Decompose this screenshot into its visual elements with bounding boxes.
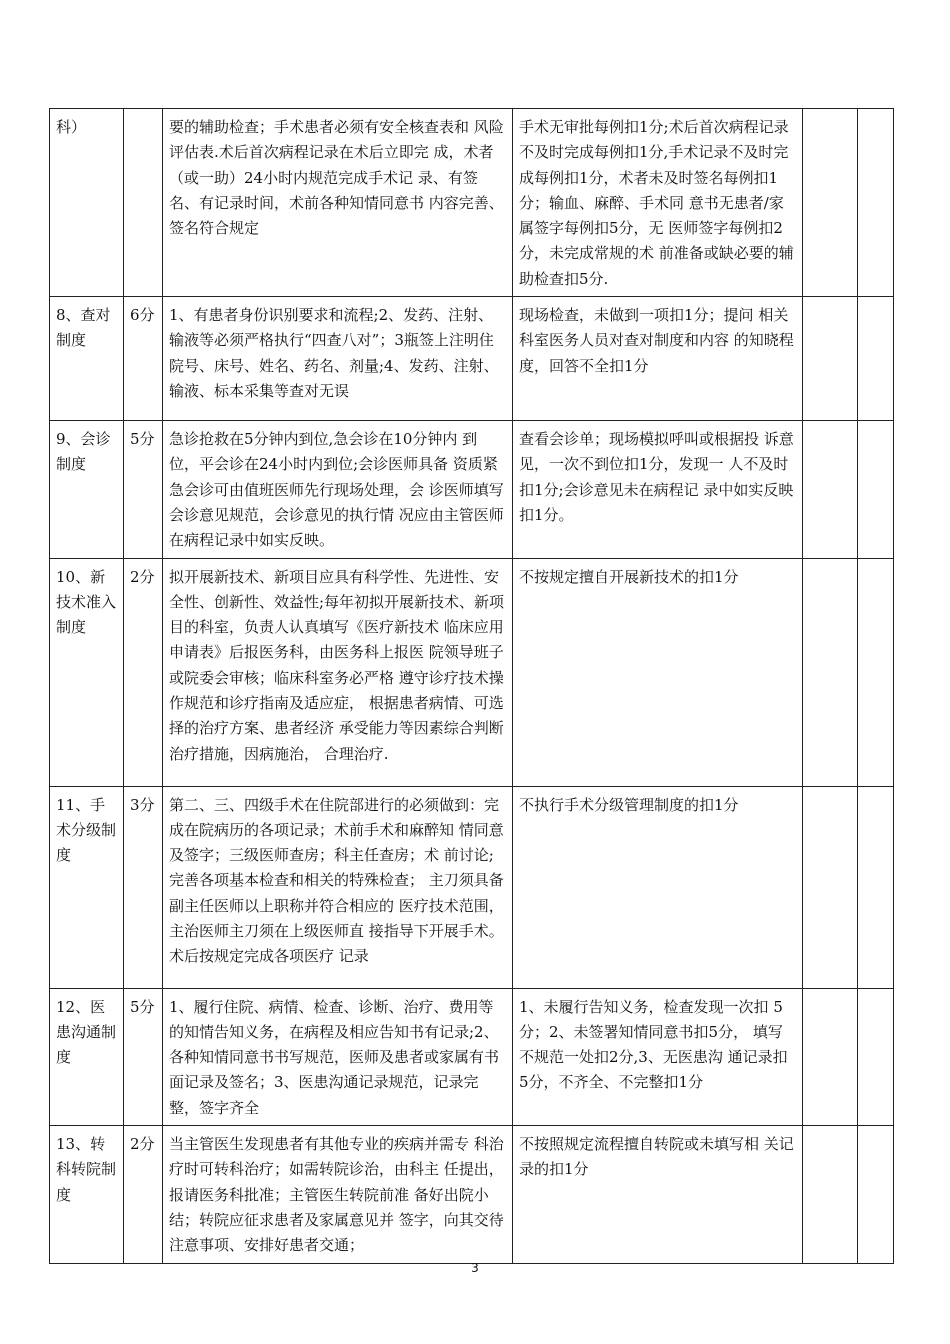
item-name: 11、手术分级制度 — [50, 786, 124, 988]
page-number: 3 — [471, 1261, 479, 1275]
blank-cell — [858, 988, 894, 1125]
blank-cell — [858, 297, 894, 421]
table-row — [50, 109, 894, 297]
item-score: 2分 — [124, 558, 163, 786]
item-score: 2分 — [124, 1126, 163, 1263]
table-row — [50, 786, 894, 988]
item-content: 第二、三、四级手术在住院部进行的必须做到：完成在院病历的各项记录；术前手术和麻醉知 情同意及签字；三级医师查房；科主任查房；术 前讨论;完善各项基本检查和相关的特殊检查； 主刀须具备副主任医师以上职称并符合相应的 医疗技术范围，主治医师主刀须在上级医师直 接指导下开展手术。术后按规定完成各项医疗 记录 — [163, 786, 513, 988]
item-name: 科） — [50, 109, 124, 297]
blank-cell — [803, 297, 858, 421]
table-row — [50, 988, 894, 1125]
table-row — [50, 297, 894, 421]
item-score — [124, 109, 163, 297]
blank-cell — [803, 109, 858, 297]
item-name: 10、新技术准入制度 — [50, 558, 124, 786]
table-row — [50, 421, 894, 558]
item-deduction: 不执行手术分级管理制度的扣1分 — [513, 786, 803, 988]
item-name: 8、查对制度 — [50, 297, 124, 421]
item-name: 13、转科转院制度 — [50, 1126, 124, 1263]
item-deduction: 手术无审批每例扣1分;术后首次病程记录不及时完成每例扣1分,手术记录不及时完成每例扣1分，术者未及时签名每例扣1分；输血、麻醉、手术同 意书无患者/家属签字每例扣5分，无 医师签字每例扣2分，未完成常规的术 前准备或缺必要的辅助检查扣5分. — [513, 109, 803, 297]
item-deduction: 不按规定擅自开展新技术的扣1分 — [513, 558, 803, 786]
blank-cell — [858, 786, 894, 988]
item-content: 1、有患者身份识别要求和流程;2、发药、注射、输液等必须严格执行“四查八对”；3瓶签上注明住院号、床号、姓名、药名、剂量;4、发药、注射、输液、标本采集等查对无误 — [163, 297, 513, 421]
table-row — [50, 558, 894, 786]
item-deduction: 查看会诊单；现场模拟呼叫或根据投 诉意见，一次不到位扣1分，发现一 人不及时扣1分;会诊意见未在病程记 录中如实反映扣1分。 — [513, 421, 803, 558]
blank-cell — [803, 988, 858, 1125]
item-content: 要的辅助检查；手术患者必须有安全核查表和 风险评估表.术后首次病程记录在术后立即完 成，术者（或一助）24小时内规范完成手术记 录、有签名、有记录时间，术前各种知情同意书 内容完善、签名符合规定 — [163, 109, 513, 297]
evaluation-table — [49, 108, 894, 1264]
table-row — [50, 1126, 894, 1263]
blank-cell — [803, 786, 858, 988]
item-score: 3分 — [124, 786, 163, 988]
item-deduction: 现场检查，未做到一项扣1分；提问 相关科室医务人员对查对制度和内容 的知晓程度，回答不全扣1分 — [513, 297, 803, 421]
item-score: 5分 — [124, 421, 163, 558]
blank-cell — [803, 558, 858, 786]
blank-cell — [858, 109, 894, 297]
item-score: 5分 — [124, 988, 163, 1125]
item-content: 拟开展新技术、新项目应具有科学性、先进性、安全性、创新性、效益性;每年初拟开展新技术、新项目的科室，负责人认真填写《医疗新技术 临床应用申请表》后报医务科，由医务科上报医 院领导班子或院委会审核；临床科室务必严格 遵守诊疗技术操作规范和诊疗指南及适应症， 根据患者病情、可选择的治疗方案、患者经济 承受能力等因素综合判断治疗措施，因病施治， 合理治疗. — [163, 558, 513, 786]
item-deduction: 1、未履行告知义务，检查发现一次扣 5分；2、未签署知情同意书扣5分， 填写不规范一处扣2分,3、无医患沟 通记录扣5分，不齐全、不完整扣1分 — [513, 988, 803, 1125]
item-content: 1、履行住院、病情、检查、诊断、治疗、费用等的知情告知义务，在病程及相应告知书有记录;2、各种知情同意书书写规范，医师及患者或家属有书面记录及签名；3、医患沟通记录规范，记录完整，签字齐全 — [163, 988, 513, 1125]
item-content: 急诊抢救在5分钟内到位,急会诊在10分钟内 到位，平会诊在24小时内到位;会诊医师具备 资质紧急会诊可由值班医师先行现场处理，会 诊医师填写会诊意见规范，会诊意见的执行情 况应由主管医师在病程记录中如实反映。 — [163, 421, 513, 558]
blank-cell — [858, 421, 894, 558]
item-deduction: 不按照规定流程擅自转院或未填写相 关记录的扣1分 — [513, 1126, 803, 1263]
item-content: 当主管医生发现患者有其他专业的疾病并需专 科治疗时可转科治疗；如需转院诊治，由科主 任提出，报请医务科批准；主管医生转院前准 备好出院小结；转院应征求患者及家属意见并 签字，向其交待注意事项、安排好患者交通； — [163, 1126, 513, 1263]
item-name: 12、医患沟通制度 — [50, 988, 124, 1125]
blank-cell — [803, 1126, 858, 1263]
blank-cell — [858, 1126, 894, 1263]
blank-cell — [803, 421, 858, 558]
item-score: 6分 — [124, 297, 163, 421]
blank-cell — [858, 558, 894, 786]
item-name: 9、会诊制度 — [50, 421, 124, 558]
